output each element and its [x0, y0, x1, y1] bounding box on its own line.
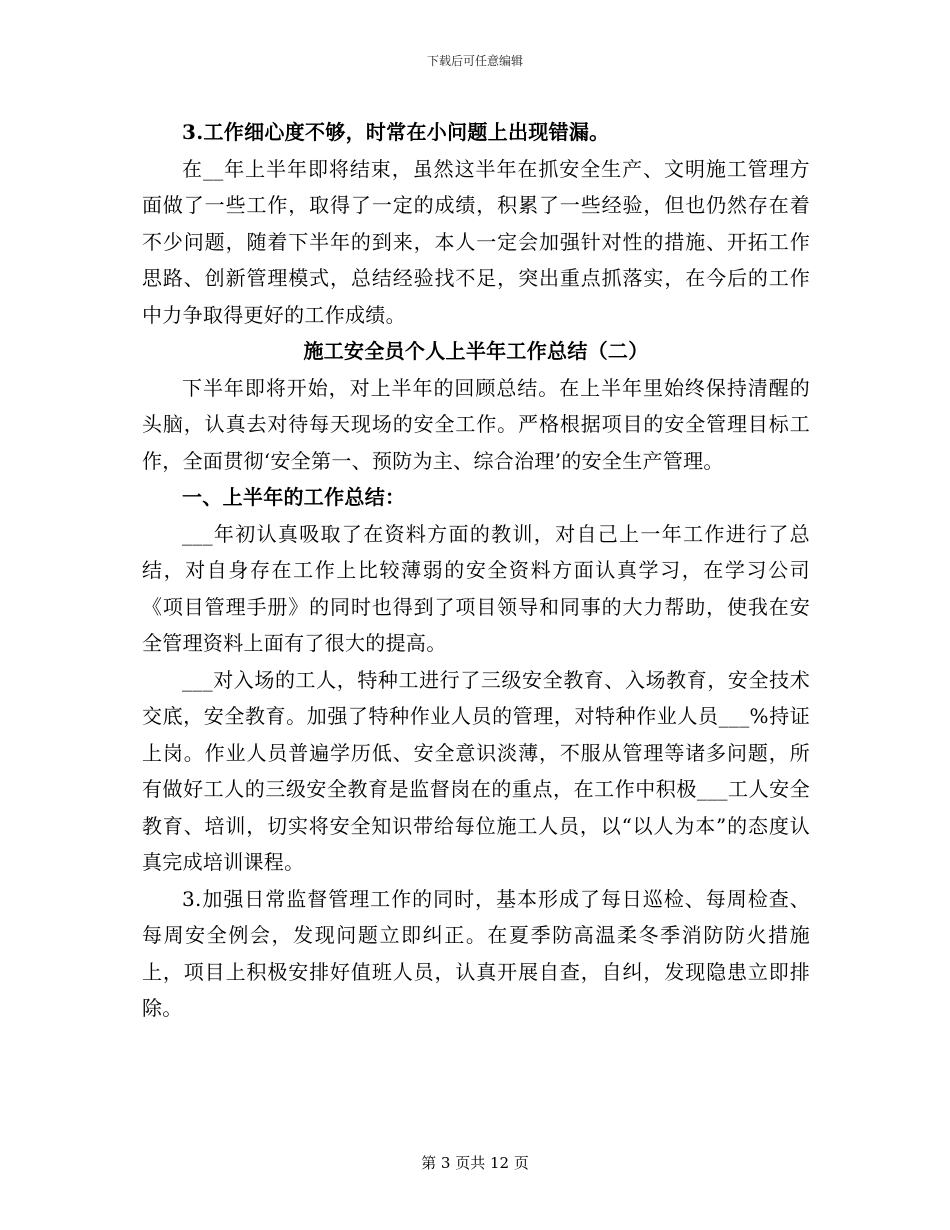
- page-header: 下载后可任意编辑: [426, 54, 523, 68]
- paragraph-education: ___对入场的工人，特种工进行了三级安全教育、入场教育，安全技术交底，安全教育。加强了特种作业人员的管理，对特种作业人员___%持证上岗。作业人员普遍学历低、安全意识淡薄，不服从管理等诸多问题，所有做好工人的三级安全教育是监督岗在的重点，在工作中积极___工人安全教育、培训，切实将安全知识带给每位施工人员，以“以人为本”的态度认真完成培训课程。: [142, 667, 810, 874]
- subsection-heading: 一、上半年的工作总结：: [182, 485, 406, 509]
- point-3-heading: 3.工作细心度不够，时常在小问题上出现错漏。: [182, 120, 610, 144]
- section-title: 施工安全员个人上半年工作总结（二）: [303, 339, 649, 363]
- document-body: [142, 114, 810, 1027]
- paragraph-materials: ___年初认真吸取了在资料方面的教训，对自己上一年工作进行了总结，对自身存在工作上比较薄弱的安全资料方面认真学习，在学习公司《项目管理手册》的同时也得到了项目领导和同事的大力帮助，使我在安全管理资料上面有了很大的提高。: [142, 521, 810, 655]
- paragraph-supervision: 3.加强日常监督管理工作的同时，基本形成了每日巡检、每周检查、每周安全例会，发现问题立即纠正。在夏季防高温柔冬季消防防火措施上，项目上积极安排好值班人员，认真开展自查，自纠，发现隐患立即排除。: [142, 886, 810, 1020]
- paragraph-intro: 下半年即将开始，对上半年的回顾总结。在上半年里始终保持清醒的头脑，认真去对待每天现场的安全工作。严格根据项目的安全管理目标工作，全面贯彻‘安全第一、预防为主、综合治理’的安全生产管理。: [142, 375, 810, 473]
- page-footer: 第 3 页共 12 页: [421, 1154, 529, 1172]
- paragraph-conclusion: 在__年上半年即将结束，虽然这半年在抓安全生产、文明施工管理方面做了一些工作，取得了一定的成绩，积累了一些经验，但也仍然存在着不少问题，随着下半年的到来，本人一定会加强针对性的措施、开拓工作思路、创新管理模式，总结经验找不足，突出重点抓落实，在今后的工作中力争取得更好的工作成绩。: [142, 156, 810, 327]
